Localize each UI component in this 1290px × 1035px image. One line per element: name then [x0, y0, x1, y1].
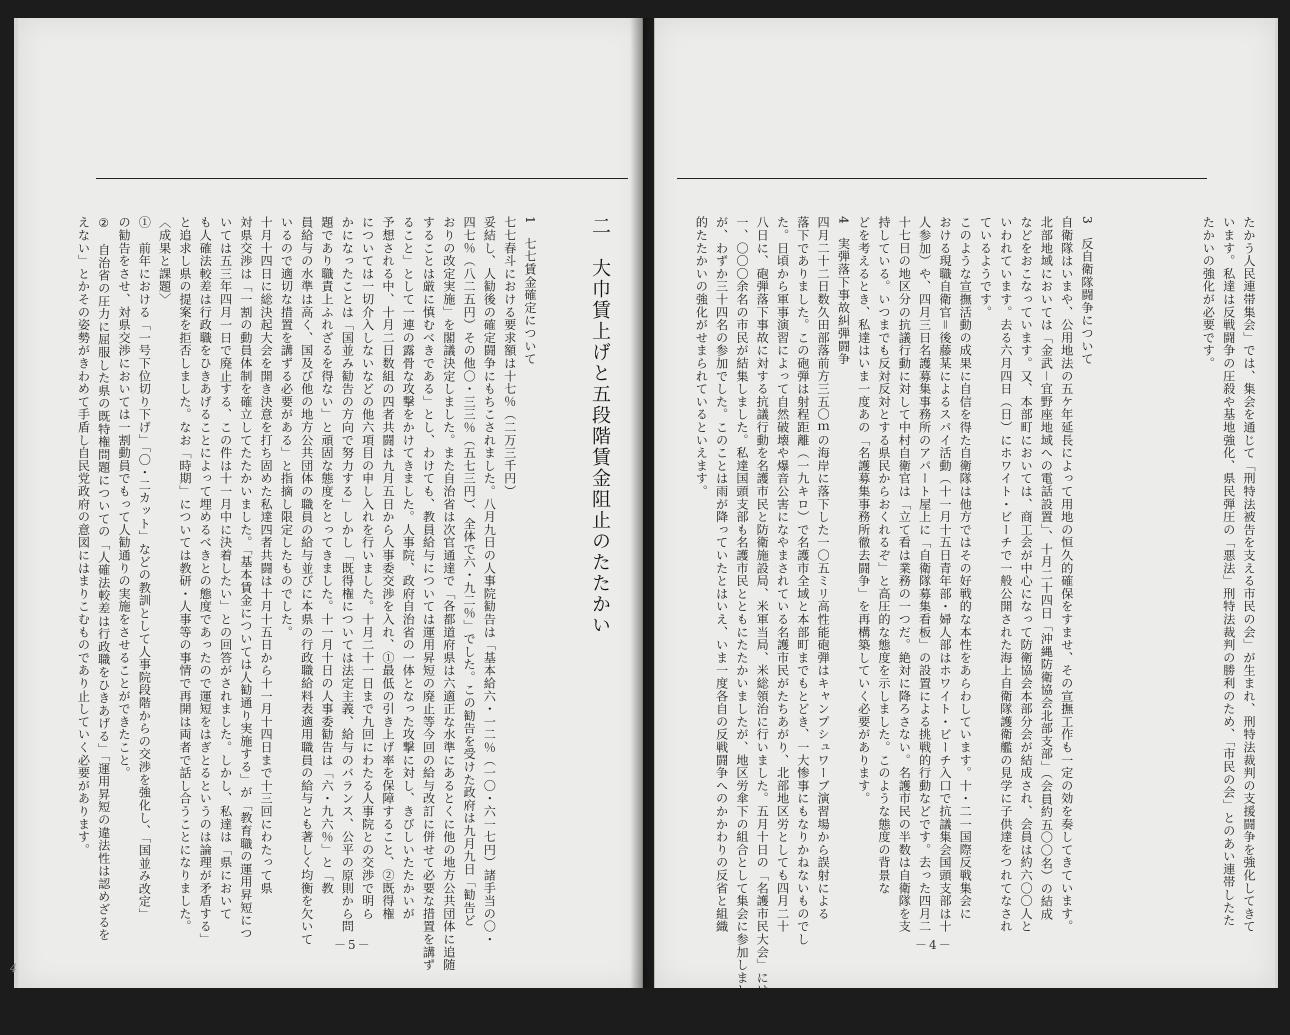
left-body-text: 1 七七賃金確定について 七七春斗における要求額は十七％（二万三千円） 妥結し、人勧後の確定闘争にもちこされました。八月九日の人事院勧告は「基本給六・一二％（一〇・六一七円）諸手当の〇・ 四七％（八二五円）その他〇・三三％（五七三円）、全体で六・九二％」でした。この勧告を受けた政府は九月九日「勧告ど おりの改定実施」を閣議決定しました。また自治省は次官通達で「各都道府県は六適正な水準にあるとくに他の地方公共団体に追随 することは厳に慎むべきである」とし、わけても、教員給与については運用昇短の廃止等今回の給与改訂に併せて必要な措置を講ず ること」として一連の露骨な攻撃をかけてきました。人事院、政府自治省の一体となった攻撃に対し、きびしいたたかいが 予想される中、十月二日数組の四者共闘は九月五日から人事委交渉を入れ、①最低の引き上げ率を保障すること、②既得権 については一切介入しないなどの他六項目の申し入れを行いました。十月二十一日まで九回にわたる人事院との交渉で明ら かになったことは「国並み勧告の方向で努力する」しかし「既得権については法定主義、給与のバランス、公平の原則から問 題であり職責上ふれざるを得ない」と頑固な態度をとってきました。十一月十日の人事委勧告は「六・九六％」と「教 員給与の水準は高く、国及び他の地方公共団体の職員の給与並びに本県の行政職給料表適用職員の給与とも著しく均衡を欠いて いるので適切な措置を講ずる必要がある」と指摘し限定したものでした。 十月十四日に総決起大会を開き決意を打ち固めた私達四者共闘は十月十五日から十一月十四日まで十三回にわたって県 対県交渉は「一割の動員体制を確立してたたかいました。「基本賃金については人勧通り実施する」が「教育職の運用昇短につ いては五三年四月一日で廃止する、この件は十一月中に決着したい」との回答がされました。しかし、私達は「県において も人確法較差は行政職をひきあげることによって埋めるべきとの態度であったので運短をはぎとるというのは論理が矛盾する」 と追求し県の提案を拒否しました。なお「時期」については教研・人事等の事情で再開は両者で話し合うことになりました。 〈成果と課題〉 ① 前年における「一号下位切り下げ」「〇・二カット」などの教訓として人事院段階からの交渉を強化し、「国並み改定」 の勧告をさせ、対県交渉においては一割動員でもって人勧通りの実施をさせることができたこと。 ② 自治省の圧力に屈服した県の既特権問題についての「人確法較差は行政職をひきあげる」「運用昇短の違法性は認めざるを えない」とかその姿勢がきわめて手盾し自民党政府の意図にはまりこむものであり止していく必要があります。 [76, 216, 537, 972]
book-spine [630, 18, 654, 988]
right-page-number: －4－ [915, 938, 953, 952]
left-page-number: －5－ [334, 938, 372, 952]
right-body-text: 3 反自衛隊闘争について 自衛隊はいまや、公用地法の五ケ年延長によって用地の恒久的確保をすませ、その宣撫工作も一定の効を奏してきています。 北部地域においては「金武－宜野座地域への電話設置」、十月二十四日「沖縄防衛協会北部支部」（会員約五〇〇名）の結成 などをおこなっています。又、本部町においては、商工会が中心になって防衛協会本部分会が結成され、会員は約六〇〇人と いわれています。去る六月四日（日）にホワイト・ビーチで一般公開された海上自衛隊護衛艦の見学に子供達をつれてなされ ているようです。 このような宣撫活動の成果に自信を得た自衛隊は他方ではその好戦的な本性をあらわしています。十・二一国際反戦集会に おける現職自衛官＝後藤某によるスパイ活動（十一月十五日青年部・婦人部はホワイト・ビーチ入口で抗議集会国頭支部は十 人参加）や、四月三日名護募集事務所のアパート屋上に「自衛隊募集看板」の設置による挑戦的行動などです。去った四月二 十七日の地区分の抗議行動に対して中村自衛官は「立て看は業務の一つだ。絶対に降ろさない。名護市民の半数は自衛隊を支 持している。いつまでも反対反対とする県民からおくれるぞ」と高圧的な態度を示しました。このような態度の背景な どを考えるとき、私達はいま一度あの「名護募集事務所徹去闘争」を再構築していく必要があります。 4 実弾落下事故糾弾闘争 四月二十二日数久田部落前方三五〇ｍの海岸に落下した一〇五ミリ高性能砲弾はキャンプシュワーブ演習場から誤射による 落下でありました。この砲弾は射程距離（一九キロ）で名護市全域と本部町までもとどき、一大惨事にもなりかねないものでし た。日頃から軍事演習によって自然破壊や爆音公害になやまされている名護市民がたちあがり、北部地区労としても四月二十 八日に、砲弾落下事故に対する抗議行動を名護市民と防衛施設局、米軍当局、米総領治に行いました。五月十日の「名護市民大会」には 一、〇〇〇余名の市民が結集しました。私達国頭支部も名護市民とともにたたかいましたが、地区労傘下の組合として集会に参加しましたが、 が、わずか三十四名の参加でした。このことは雨が降っていたとはいえ、いま一度各自の反戦闘争へのかかわりの反省と組織 的たたかいの強化がせまられているといえます。 [694, 216, 1094, 1035]
section-title: 二 大巾賃上げと五段階賃金阻止のたたかい [589, 216, 611, 636]
pencil-mark: 4 [10, 962, 17, 975]
right-header-rule [677, 178, 1207, 179]
right-page [654, 18, 1275, 1035]
right-body-continuation: たかう人民連帯集会」では、集会を通じて「刑特法被告を支える市民の会」が生まれ、刑特法裁判の支援闘争を強化してきて います。私達は反戦闘争の圧殺や基地強化、県民弾圧の「悪法」刑特法裁判の勝利のため、「市民の会」とのあい連帯したた たかいの強化が必要です。 [1201, 216, 1256, 933]
left-header-rule [96, 178, 628, 179]
left-page [18, 18, 643, 988]
